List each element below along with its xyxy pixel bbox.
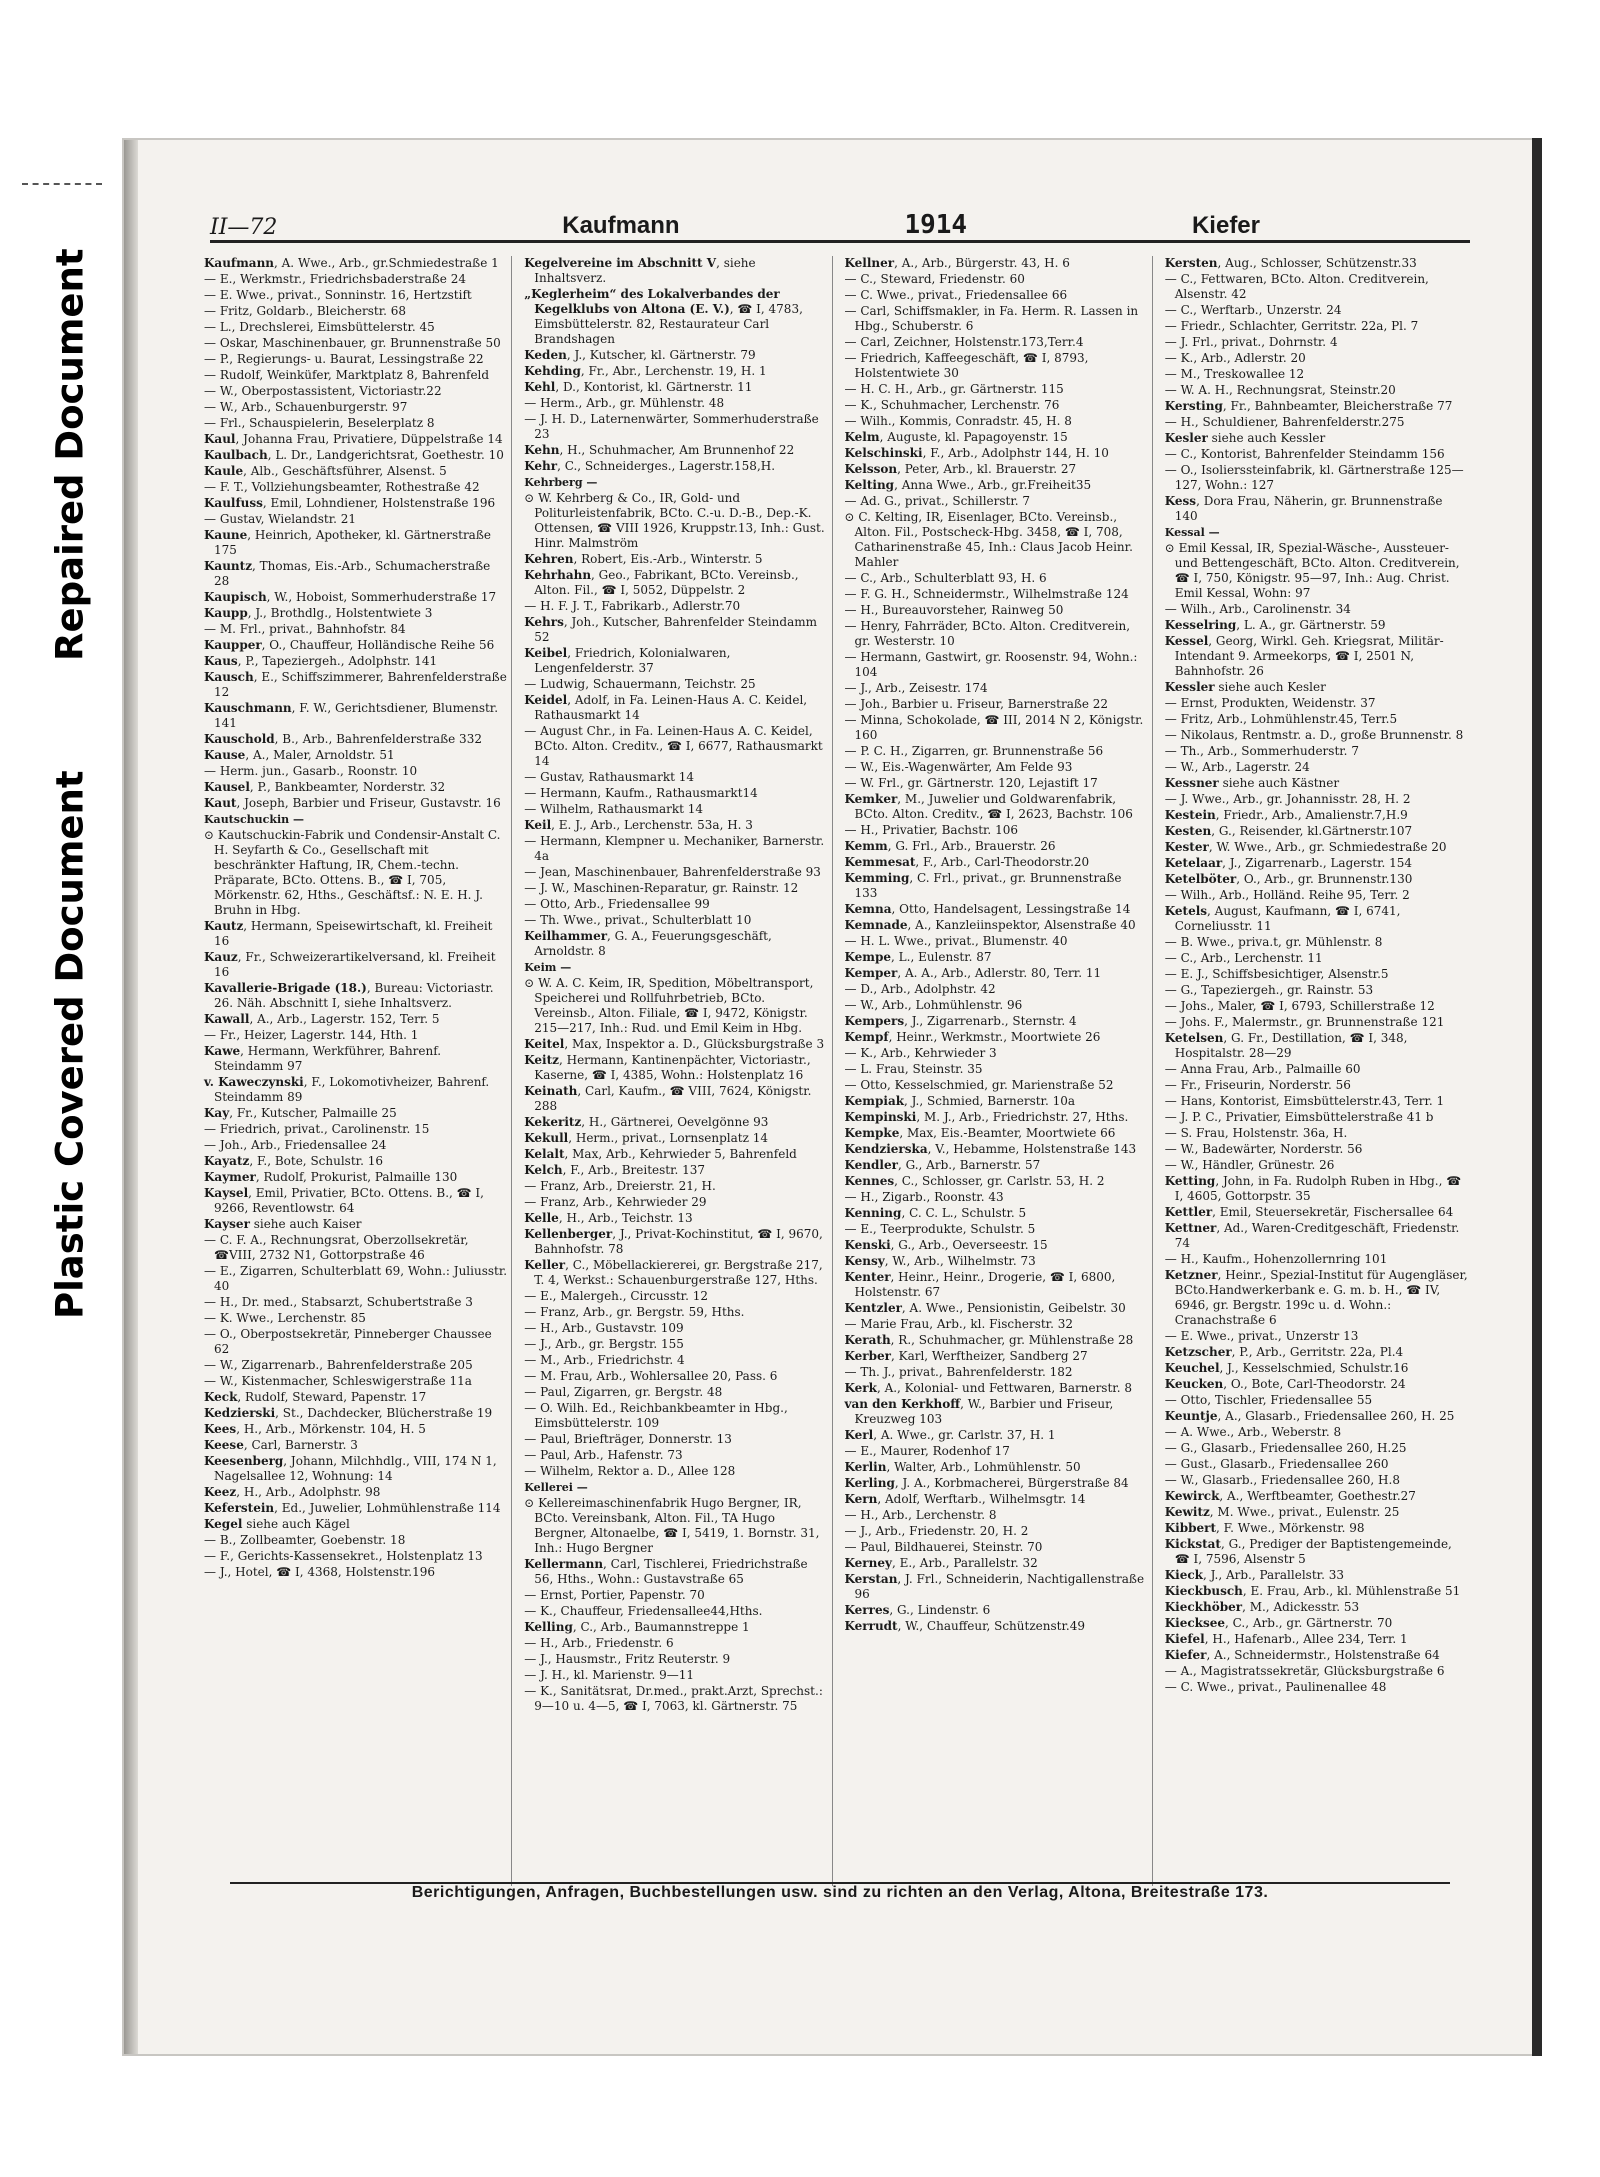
directory-entry: — C. Wwe., privat., Paulinenallee 48 [1164, 1680, 1387, 1694]
directory-entry: — K., Arb., Adlerstr. 20 [1164, 351, 1306, 365]
directory-entry: — H., Kaufm., Hohenzollernring 101 [1164, 1252, 1388, 1266]
directory-entry: Kiefel, H., Hafenarb., Allee 234, Terr. 1 [1164, 1632, 1408, 1646]
directory-entry: Kensy, W., Arb., Wilhelmstr. 73 [844, 1254, 1036, 1268]
directory-entry: — E. Wwe., privat., Unzerstr 13 [1164, 1329, 1359, 1343]
directory-entry: — A., Magistratssekretär, Glücksburgstraße 6 [1164, 1664, 1445, 1678]
directory-entry: v. Kaweczynski, F., Lokomotivheizer, Bahrenf. Steindamm 89 [204, 1075, 490, 1104]
directory-entry: — O. Wilh. Ed., Reichbankbeamter in Hbg., Eimsbüttelerstr. 109 [524, 1401, 788, 1430]
directory-entry: — Marie Frau, Arb., kl. Fischerstr. 32 [844, 1317, 1073, 1331]
directory-entry: Keitz, Hermann, Kantinenpächter, Victoriastr., Kaserne, ☎ I, 4385, Wohn.: Holstenplatz 16 [524, 1053, 811, 1082]
directory-entry: — J. H. D., Laternenwärter, Sommerhuderstraße 23 [524, 412, 819, 441]
directory-entry: — L., Drechslerei, Eimsbüttelerstr. 45 [204, 320, 435, 334]
directory-entry: — Wilh., Arb., Carolinenstr. 34 [1164, 602, 1351, 616]
directory-entry: — E. Wwe., privat., Sonninstr. 16, Hertzstift [204, 288, 472, 302]
directory-entry: Keck, Rudolf, Steward, Papenstr. 17 [204, 1390, 427, 1404]
directory-entry: Kerk, A., Kolonial- und Fettwaren, Barnerstr. 8 [844, 1381, 1132, 1395]
directory-entry: — C., Steward, Friedenstr. 60 [844, 272, 1025, 286]
column-3 [841, 256, 1153, 1886]
directory-entry: — G., Glasarb., Friedensallee 260, H.25 [1164, 1441, 1407, 1455]
directory-entry: — H., Privatier, Bachstr. 106 [844, 823, 1018, 837]
advertisement-entry: ⊙ Kellereimaschinenfabrik Hugo Bergner, IR, BCto. Vereinsbank, Alton. Fil., TA Hugo Bergner, Altonaelbe, ☎ I, 5419, 1. Bornstr. 31, Inh.: Hugo Bergner [524, 1496, 820, 1555]
directory-entry: Keferstein, Ed., Juwelier, Lohmühlenstraße 114 [204, 1501, 501, 1515]
directory-entry: Ketelböter, O., Arb., gr. Brunnenstr.130 [1164, 872, 1413, 886]
header-last-entry: Kiefer [1191, 212, 1260, 239]
directory-entry: — Friedr., Schlachter, Gerritstr. 22a, Pl. 7 [1164, 319, 1419, 333]
directory-entry: Kehrhahn, Geo., Fabrikant, BCto. Vereinsb., Alton. Fil., ☎ I, 5052, Düppelstr. 2 [524, 568, 799, 597]
directory-entry: — C., Arb., Schulterblatt 93, H. 6 [844, 571, 1047, 585]
directory-entry: Ketelsen, G. Fr., Destillation, ☎ I, 348, Hospitalstr. 28—29 [1164, 1031, 1408, 1060]
directory-entry: — Ad. G., privat., Schillerstr. 7 [844, 494, 1031, 508]
directory-entry: — August Chr., in Fa. Leinen-Haus A. C. Keidel, BCto. Alton. Creditv., ☎ I, 6677, Rathausmarkt 14 [524, 724, 823, 768]
directory-entry: — Ludwig, Schauermann, Teichstr. 25 [524, 677, 756, 691]
directory-entry: Kester, W. Wwe., Arb., gr. Schmiedestraße 20 [1164, 840, 1447, 854]
directory-entry: Kelle, H., Arb., Teichstr. 13 [524, 1211, 693, 1225]
directory-entry: — C. Wwe., privat., Friedensallee 66 [844, 288, 1068, 302]
directory-entry: Keese, Carl, Barnerstr. 3 [204, 1438, 358, 1452]
directory-entry: Kempf, Heinr., Werkmstr., Moortwiete 26 [844, 1030, 1101, 1044]
directory-entry: Kemm, G. Frl., Arb., Brauerstr. 26 [844, 839, 1056, 853]
directory-entry: — K., Arb., Kehrwieder 3 [844, 1046, 997, 1060]
directory-entry: — E., Zigarren, Schulterblatt 69, Wohn.: Juliusstr. 40 [204, 1264, 508, 1293]
directory-entry: — J., Arb., Zeisestr. 174 [844, 681, 988, 695]
directory-entry: — W., Händler, Grünestr. 26 [1164, 1158, 1335, 1172]
directory-entry: Kauschmann, F. W., Gerichtsdiener, Blumenstr. 141 [204, 701, 499, 730]
page-footer: Berichtigungen, Anfragen, Buchbestellungen usw. sind zu richten an den Verlag, Altona, Breitestraße 173. [230, 1882, 1450, 1908]
directory-entry: Kelsson, Peter, Arb., kl. Brauerstr. 27 [844, 462, 1077, 476]
advertisement-entry: ⊙ Kautschuckin-Fabrik und Condensir-Anstalt C. H. Seyfarth & Co., Gesellschaft mit beschränkter Haftung, IR, Chem.-techn. Präparate, BCto. Ottens. B., ☎ I, 705, Mörkenstr. 62, Hths., Geschäftsf.: N. E. H. J. Bruhn in Hbg. [204, 828, 501, 917]
column-4 [1161, 256, 1472, 1886]
directory-entry: Kerrudt, W., Chauffeur, Schützenstr.49 [844, 1619, 1085, 1633]
advertisement-entry: ⊙ W. A. C. Keim, IR, Spedition, Möbeltransport, Speicherei und Rollfuhrbetrieb, BCto. Vereinsb., Alton. Filiale, ☎ I, 9472, Königstr. 215—217, Inh.: Rud. und Emil Keim in Hbg. [524, 976, 814, 1035]
directory-entry: Kerath, R., Schuhmacher, gr. Mühlenstraße 28 [844, 1333, 1134, 1347]
directory-entry: — P. C. H., Zigarren, gr. Brunnenstraße 56 [844, 744, 1104, 758]
directory-entry: — C., Werftarb., Unzerstr. 24 [1164, 303, 1342, 317]
directory-entry: Keuntje, A., Glasarb., Friedensallee 260, H. 25 [1164, 1409, 1455, 1423]
directory-entry: — W., Arb., Lagerstr. 24 [1164, 760, 1310, 774]
directory-entry: Ketzscher, P., Arb., Gerritstr. 22a, Pl.4 [1164, 1345, 1404, 1359]
header-year: 1914 [904, 210, 968, 240]
directory-entry: Kerber, Karl, Werftheizer, Sandberg 27 [844, 1349, 1088, 1363]
directory-entry: — E., Maurer, Rodenhof 17 [844, 1444, 1010, 1458]
directory-entry: — J., Hausmstr., Fritz Reuterstr. 9 [524, 1652, 731, 1666]
directory-entry: Kelch, F., Arb., Breitestr. 137 [524, 1163, 706, 1177]
directory-entry: — Franz, Arb., Kehrwieder 29 [524, 1195, 707, 1209]
directory-entry: Kaul, Johanna Frau, Privatiere, Düppelstraße 14 [204, 432, 503, 446]
directory-entry: Kekeritz, H., Gärtnerei, Oevelgönne 93 [524, 1115, 769, 1129]
directory-entry: Kessal — [1164, 526, 1220, 539]
directory-entry: Kehrberg — [524, 476, 598, 489]
directory-entry: — Wilhelm, Rektor a. D., Allee 128 [524, 1464, 736, 1478]
directory-entry: — W. Frl., gr. Gärtnerstr. 120, Lejastift 17 [844, 776, 1098, 790]
directory-entry: Kenski, G., Arb., Oeverseestr. 15 [844, 1238, 1048, 1252]
directory-entry: Kausch, E., Schiffszimmerer, Bahrenfelderstraße 12 [204, 670, 507, 699]
directory-entry: — Franz, Arb., Dreierstr. 21, H. [524, 1179, 716, 1193]
directory-entry: Kauz, Fr., Schweizerartikelversand, kl. Freiheit 16 [204, 950, 496, 979]
directory-entry: Kempers, J., Zigarrenarb., Sternstr. 4 [844, 1014, 1077, 1028]
directory-entry: — Fritz, Goldarb., Bleicherstr. 68 [204, 304, 407, 318]
directory-entry: Kautz, Hermann, Speisewirtschaft, kl. Freiheit 16 [204, 919, 493, 948]
directory-entry: Ketelaar, J., Zigarrenarb., Lagerstr. 154 [1164, 856, 1413, 870]
directory-entry: Kerney, E., Arb., Parallelstr. 32 [844, 1556, 1038, 1570]
directory-entry: Kemnade, A., Kanzleiinspektor, Alsenstraße 40 [844, 918, 1136, 932]
directory-entry: Kawe, Hermann, Werkführer, Bahrenf. Steindamm 97 [204, 1044, 442, 1073]
directory-entry: — E., Teerprodukte, Schulstr. 5 [844, 1222, 1036, 1236]
directory-entry: — Th. J., privat., Bahrenfelderstr. 182 [844, 1365, 1073, 1379]
plastic-covered-document-label: Plastic Covered Document [48, 770, 92, 1320]
directory-entry: — K. Wwe., Lerchenstr. 85 [204, 1311, 366, 1325]
directory-entry: — Franz, Arb., gr. Bergstr. 59, Hths. [524, 1305, 745, 1319]
directory-entry: Keesenberg, Johann, Milchhdlg., VIII, 174 N 1, Nagelsallee 12, Wohnung: 14 [204, 1454, 497, 1483]
directory-entry: Kaulfuss, Emil, Lohndiener, Holstenstraße 196 [204, 496, 496, 510]
directory-entry: — B. Wwe., priva.t, gr. Mühlenstr. 8 [1164, 935, 1383, 949]
directory-entry: — Jean, Maschinenbauer, Bahrenfelderstraße 93 [524, 865, 821, 879]
directory-entry: — M., Arb., Friedrichstr. 4 [524, 1353, 685, 1367]
directory-entry: Kedzierski, St., Dachdecker, Blücherstraße 19 [204, 1406, 493, 1420]
directory-entry: Kerling, J. A., Korbmacherei, Bürgerstraße 84 [844, 1476, 1129, 1490]
directory-entry: — W., Zigarrenarb., Bahrenfelderstraße 205 [204, 1358, 473, 1372]
directory-entry: — W., Oberpostassistent, Victoriastr.22 [204, 384, 442, 398]
directory-entry: Kegelvereine im Abschnitt V, siehe Inhaltsverz. [524, 256, 756, 285]
directory-entry: — W., Badewärter, Norderstr. 56 [1164, 1142, 1363, 1156]
directory-entry: — Th., Arb., Sommerhuderstr. 7 [1164, 744, 1359, 758]
directory-entry: Kenning, C. C. L., Schulstr. 5 [844, 1206, 1027, 1220]
directory-entry: Keitel, Max, Inspektor a. D., Glücksburgstraße 3 [524, 1037, 825, 1051]
directory-entry: — J., Hotel, ☎ I, 4368, Holstenstr.196 [204, 1565, 435, 1579]
directory-entry: — Wilh., Arb., Holländ. Reihe 95, Terr. 2 [1164, 888, 1410, 902]
directory-entry: Kestein, Friedr., Arb., Amalienstr.7,H.9 [1164, 808, 1408, 822]
directory-entry: Kersten, Aug., Schlosser, Schützenstr.33 [1164, 256, 1417, 270]
directory-entry: Kieck, J., Arb., Parallelstr. 33 [1164, 1568, 1344, 1582]
directory-entry: — F. G. H., Schneidermstr., Wilhelmstraße 124 [844, 587, 1129, 601]
directory-entry: — B., Zollbeamter, Goebenstr. 18 [204, 1533, 406, 1547]
directory-entry: — K., Chauffeur, Friedensallee44,Hths. [524, 1604, 763, 1618]
directory-entry: — G., Tapeziergeh., gr. Rainstr. 53 [1164, 983, 1374, 997]
directory-entry: — Gust., Glasarb., Friedensallee 260 [1164, 1457, 1389, 1471]
directory-entry: — J., Arb., gr. Bergstr. 155 [524, 1337, 684, 1351]
directory-entry: — W., Eis.-Wagenwärter, Am Felde 93 [844, 760, 1073, 774]
directory-entry: Kawall, A., Arb., Lagerstr. 152, Terr. 5 [204, 1012, 440, 1026]
directory-entry: Keller, C., Möbellackiererei, gr. Bergstraße 217, T. 4, Werkst.: Schauenburgerstraße 127, Hths. [524, 1258, 823, 1287]
directory-entry: Kessel, Georg, Wirkl. Geh. Kriegsrat, Militär-Intendant 9. Armeekorps, ☎ I, 2501 N, Bahnhofstr. 26 [1164, 634, 1444, 678]
directory-entry: — Rudolf, Weinküfer, Marktplatz 8, Bahrenfeld [204, 368, 490, 382]
directory-entry: Kieckbusch, E. Frau, Arb., kl. Mühlenstraße 51 [1164, 1584, 1461, 1598]
directory-entry: — Paul, Arb., Hafenstr. 73 [524, 1448, 683, 1462]
directory-entry: Kendzierska, V., Hebamme, Holstenstraße 143 [844, 1142, 1137, 1156]
directory-entry: Ketels, August, Kaufmann, ☎ I, 6741, Corneliusstr. 11 [1164, 904, 1401, 933]
directory-entry: — C., Kontorist, Bahrenfelder Steindamm 156 [1164, 447, 1445, 461]
directory-entry: Kemming, C. Frl., privat., gr. Brunnenstraße 133 [844, 871, 1122, 900]
page-number: II—72 [210, 215, 278, 240]
directory-entry: — Herm. jun., Gasarb., Roonstr. 10 [204, 764, 418, 778]
directory-entry: — W. A. H., Rechnungsrat, Steinstr.20 [1164, 383, 1396, 397]
repaired-document-label: Repaired Document [48, 248, 92, 662]
directory-entry: — Anna Frau, Arb., Palmaille 60 [1164, 1062, 1361, 1076]
directory-entry: — J. P. C., Privatier, Eimsbüttelerstraße 41 b [1164, 1110, 1434, 1124]
directory-entry: — C., Fettwaren, BCto. Alton. Creditverein, Alsenstr. 42 [1164, 272, 1429, 301]
directory-entry: Kaune, Heinrich, Apotheker, kl. Gärtnerstraße 175 [204, 528, 491, 557]
directory-entry: Kaufmann, A. Wwe., Arb., gr.Schmiedestraße 1 [204, 256, 499, 270]
directory-entry: — P., Regierungs- u. Baurat, Lessingstraße 22 [204, 352, 484, 366]
directory-entry: — M. Frl., privat., Bahnhofstr. 84 [204, 622, 406, 636]
directory-entry: — Carl, Schiffsmakler, in Fa. Herm. R. Lassen in Hbg., Schuberstr. 6 [844, 304, 1139, 333]
column-2 [520, 256, 832, 1886]
directory-entry: Kaysel, Emil, Privatier, BCto. Ottens. B., ☎ I, 9266, Reventlowstr. 64 [204, 1186, 484, 1215]
directory-entry: — M., Treskowallee 12 [1164, 367, 1305, 381]
directory-entry: Kemker, M., Juwelier und Goldwarenfabrik, BCto. Alton. Creditv., ☎ I, 2623, Bachstr. 106 [844, 792, 1133, 821]
directory-entry: — Gustav, Wielandstr. 21 [204, 512, 357, 526]
directory-entry: — Hans, Kontorist, Eimsbüttelerstr.43, Terr. 1 [1164, 1094, 1445, 1108]
directory-entry: van den Kerkhoff, W., Barbier und Friseur, Kreuzweg 103 [844, 1397, 1114, 1426]
directory-entry: — W., Glasarb., Friedensallee 260, H.8 [1164, 1473, 1400, 1487]
directory-entry: Kickstat, G., Prediger der Baptistengemeinde, ☎ I, 7596, Alsenstr 5 [1164, 1537, 1452, 1566]
directory-entry: — F., Gerichts-Kassensekret., Holstenplatz 13 [204, 1549, 483, 1563]
directory-entry: — Minna, Schokolade, ☎ III, 2014 N 2, Königstr. 160 [844, 713, 1144, 742]
directory-entry: Kehrs, Joh., Kutscher, Bahrenfelder Steindamm 52 [524, 615, 817, 644]
directory-entry: Kautschuckin — [204, 813, 304, 826]
directory-entry: Kaulbach, L. Dr., Landgerichtsrat, Goethestr. 10 [204, 448, 504, 462]
directory-entry: — Ernst, Produkten, Weidenstr. 37 [1164, 696, 1376, 710]
directory-entry: — Nikolaus, Rentmstr. a. D., große Brunnenstr. 8 [1164, 728, 1464, 742]
directory-entry: Keuchel, J., Kesselschmied, Schulstr.16 [1164, 1361, 1409, 1375]
directory-entry: Kess, Dora Frau, Näherin, gr. Brunnenstraße 140 [1164, 494, 1443, 523]
directory-entry: Kaupper, O., Chauffeur, Holländische Reihe 56 [204, 638, 495, 652]
directory-entry: Kempinski, M. J., Arb., Friedrichstr. 27, Hths. [844, 1110, 1129, 1124]
directory-entry: — J., Arb., Friedenstr. 20, H. 2 [844, 1524, 1029, 1538]
directory-entry: Keden, J., Kutscher, kl. Gärtnerstr. 79 [524, 348, 756, 362]
directory-entry: — Otto, Kesselschmied, gr. Marienstraße 52 [844, 1078, 1114, 1092]
directory-entry: Kayser siehe auch Kaiser [204, 1217, 362, 1231]
directory-entry: — H., Arb., Gustavstr. 109 [524, 1321, 684, 1335]
directory-entry: Kentzler, A. Wwe., Pensionistin, Geibelstr. 30 [844, 1301, 1126, 1315]
directory-entry: Kesselring, L. A., gr. Gärtnerstr. 59 [1164, 618, 1386, 632]
directory-entry: Kerl, A. Wwe., gr. Carlstr. 37, H. 1 [844, 1428, 1056, 1442]
directory-entry: Keil, E. J., Arb., Lerchenstr. 53a, H. 3 [524, 818, 753, 832]
directory-entry: Kavallerie-Brigade (18.), Bureau: Victoriastr. 26. Näh. Abschnitt I, siehe Inhaltsverz. [204, 981, 494, 1010]
directory-entry: — H., Dr. med., Stabsarzt, Schubertstraße 3 [204, 1295, 473, 1309]
directory-entry: Kekull, Herm., privat., Lornsenplatz 14 [524, 1131, 768, 1145]
directory-entry: — Wilh., Kommis, Conradstr. 45, H. 8 [844, 414, 1072, 428]
directory-entry: — D., Arb., Adolphstr. 42 [844, 982, 996, 996]
directory-entry: Kegel siehe auch Kägel [204, 1517, 350, 1531]
directory-entry: Kause, A., Maler, Arnoldstr. 51 [204, 748, 395, 762]
directory-entry: — H., Zigarb., Roonstr. 43 [844, 1190, 1004, 1204]
directory-entry: Kempke, Max, Eis.-Beamter, Moortwiete 66 [844, 1126, 1116, 1140]
directory-entry: Kemper, A. A., Arb., Adlerstr. 80, Terr. 11 [844, 966, 1102, 980]
directory-entry: — H., Bureauvorsteher, Rainweg 50 [844, 603, 1064, 617]
directory-entry: — Ernst, Portier, Papenstr. 70 [524, 1588, 705, 1602]
directory-entry: Kelling, C., Arb., Baumannstreppe 1 [524, 1620, 750, 1634]
directory-entry: — W., Arb., Lohmühlenstr. 96 [844, 998, 1023, 1012]
directory-entry: — Fr., Friseurin, Norderstr. 56 [1164, 1078, 1351, 1092]
directory-entry: — E., Werkmstr., Friedrichsbaderstraße 24 [204, 272, 466, 286]
directory-entry: — Otto, Tischler, Friedensallee 55 [1164, 1393, 1373, 1407]
directory-entry: Kerlin, Walter, Arb., Lohmühlenstr. 50 [844, 1460, 1081, 1474]
directory-entry: — F. T., Vollziehungsbeamter, Rothestraße 42 [204, 480, 480, 494]
directory-entry: — L. Frau, Steinstr. 35 [844, 1062, 983, 1076]
directory-entry: Kewitz, M. Wwe., privat., Eulenstr. 25 [1164, 1505, 1400, 1519]
directory-entry: Kellermann, Carl, Tischlerei, Friedrichstraße 56, Hths., Wohn.: Gustavstraße 65 [524, 1557, 808, 1586]
directory-entry: — J. Frl., privat., Dohrnstr. 4 [1164, 335, 1338, 349]
directory-entry: Kaupisch, W., Hoboist, Sommerhuderstraße 17 [204, 590, 497, 604]
directory-entry: Kerres, G., Lindenstr. 6 [844, 1603, 991, 1617]
directory-entry: Kemmesat, F., Arb., Carl-Theodorstr.20 [844, 855, 1090, 869]
directory-entry: — A. Wwe., Arb., Weberstr. 8 [1164, 1425, 1342, 1439]
directory-entry: Kersting, Fr., Bahnbeamter, Bleicherstraße 77 [1164, 399, 1453, 413]
directory-entry: — H., Arb., Friedenstr. 6 [524, 1636, 674, 1650]
directory-entry: — Herm., Arb., gr. Mühlenstr. 48 [524, 396, 725, 410]
directory-entry: — J. Wwe., Arb., gr. Johannisstr. 28, H. 2 [1164, 792, 1411, 806]
directory-entry: Kees, H., Arb., Mörkenstr. 104, H. 5 [204, 1422, 426, 1436]
directory-entry: — Fritz, Arb., Lohmühlenstr.45, Terr.5 [1164, 712, 1398, 726]
directory-entry: Kendler, G., Arb., Barnerstr. 57 [844, 1158, 1041, 1172]
directory-entry: — Johs., Maler, ☎ I, 6793, Schillerstraße 12 [1164, 999, 1435, 1013]
directory-entry: Kauntz, Thomas, Eis.-Arb., Schumacherstraße 28 [204, 559, 491, 588]
directory-entry: — Hermann, Kaufm., Rathausmarkt14 [524, 786, 758, 800]
directory-entry: Kehren, Robert, Eis.-Arb., Winterstr. 5 [524, 552, 763, 566]
directory-entry: Kausel, P., Bankbeamter, Norderstr. 32 [204, 780, 446, 794]
directory-entry: — Oskar, Maschinenbauer, gr. Brunnenstraße 50 [204, 336, 501, 350]
directory-entry: Kelm, Auguste, kl. Papagoyenstr. 15 [844, 430, 1068, 444]
directory-entry: — Friedrich, Kaffeegeschäft, ☎ I, 8793, Holstentwiete 30 [844, 351, 1089, 380]
directory-entry: Kiecksee, C., Arb., gr. Gärtnerstr. 70 [1164, 1616, 1393, 1630]
directory-entry: Kehr, C., Schneiderges., Lagerstr.158,H. [524, 459, 776, 473]
directory-entry: Kaymer, Rudolf, Prokurist, Palmaille 130 [204, 1170, 458, 1184]
side-labels [30, 190, 110, 1330]
directory-entry: Kiefer, A., Schneidermstr., Holstenstraße 64 [1164, 1648, 1440, 1662]
directory-entry: — Paul, Briefträger, Donnerstr. 13 [524, 1432, 732, 1446]
directory-entry: — Johs. F., Malermstr., gr. Brunnenstraße 121 [1164, 1015, 1445, 1029]
directory-entry: Kettler, Emil, Steuersekretär, Fischersallee 64 [1164, 1205, 1454, 1219]
directory-entry: — Henry, Fahrräder, BCto. Alton. Creditverein, gr. Westerstr. 10 [844, 619, 1131, 648]
directory-entry: — Frl., Schauspielerin, Beselerplatz 8 [204, 416, 435, 430]
directory-entry: Keibel, Friedrich, Kolonialwaren, Lengenfelderstr. 37 [524, 646, 731, 675]
directory-entry: Kewirck, A., Werftbeamter, Goethestr.27 [1164, 1489, 1416, 1503]
directory-entry: — H. F. J. T., Fabrikarb., Adlerstr.70 [524, 599, 741, 613]
directory-entry: — W., Arb., Schauenburgerstr. 97 [204, 400, 408, 414]
directory-entry: Kempe, L., Eulenstr. 87 [844, 950, 992, 964]
directory-entry: Keucken, O., Bote, Carl-Theodorstr. 24 [1164, 1377, 1406, 1391]
directory-entry: — K., Schuhmacher, Lerchenstr. 76 [844, 398, 1060, 412]
directory-entry: Kaule, Alb., Geschäftsführer, Alsenst. 5 [204, 464, 447, 478]
directory-entry: — Joh., Barbier u. Friseur, Barnerstraße 22 [844, 697, 1109, 711]
directory-entry: Kenter, Heinr., Heinr., Drogerie, ☎ I, 6800, Holstenstr. 67 [844, 1270, 1116, 1299]
directory-entry: — Carl, Zeichner, Holstenstr.173,Terr.4 [844, 335, 1084, 349]
directory-entry: Keidel, Adolf, in Fa. Leinen-Haus A. C. Keidel, Rathausmarkt 14 [524, 693, 808, 722]
directory-entry: — H., Arb., Lerchenstr. 8 [844, 1508, 997, 1522]
directory-entry: — Paul, Bildhauerei, Steinstr. 70 [844, 1540, 1043, 1554]
directory-entry: Keinath, Carl, Kaufm., ☎ VIII, 7624, Königstr. 288 [524, 1084, 812, 1113]
directory-entry: — Hermann, Gastwirt, gr. Roosenstr. 94, Wohn.: 104 [844, 650, 1138, 679]
directory-entry: — H., Schuldiener, Bahrenfelderstr.275 [1164, 415, 1405, 429]
directory-entry: — H. L. Wwe., privat., Blumenstr. 40 [844, 934, 1068, 948]
directory-entry: Keilhammer, G. A., Feuerungsgeschäft, Arnoldstr. 8 [524, 929, 772, 958]
directory-entry: — Friedrich, privat., Carolinenstr. 15 [204, 1122, 430, 1136]
page-header [210, 206, 1470, 243]
directory-entry: Kaut, Joseph, Barbier und Friseur, Gustavstr. 16 [204, 796, 501, 810]
directory-entry: „Keglerheim“ des Lokalverbandes der Kegelklubs von Altona (E. V.), ☎ I, 4783, Eimsbüttelerstr. 82, Restaurateur Carl Brandshagen [524, 287, 803, 346]
directory-entry: Kerstan, J. Frl., Schneiderin, Nachtigallenstraße 96 [844, 1572, 1145, 1601]
directory-entry: — J. H., kl. Marienstr. 9—11 [524, 1668, 694, 1682]
directory-entry: Kemna, Otto, Handelsagent, Lessingstraße 14 [844, 902, 1131, 916]
directory-entry: Kesler siehe auch Kessler [1164, 431, 1326, 445]
directory-entry: Kelting, Anna Wwe., Arb., gr.Freiheit35 [844, 478, 1092, 492]
directory-entry: — S. Frau, Holstenstr. 36a, H. [1164, 1126, 1348, 1140]
directory-entry: Kehn, H., Schuhmacher, Am Brunnenhof 22 [524, 443, 795, 457]
directory-entry: — Th. Wwe., privat., Schulterblatt 10 [524, 913, 752, 927]
directory-entry: Kellenberger, J., Privat-Kochinstitut, ☎ I, 9670, Bahnhofstr. 78 [524, 1227, 823, 1256]
directory-entry: — E. J., Schiffsbesichtiger, Alsenstr.5 [1164, 967, 1389, 981]
directory-entry: Ketting, John, in Fa. Rudolph Ruben in Hbg., ☎ I, 4605, Gottorpstr. 35 [1164, 1174, 1462, 1203]
directory-entry: — C., Arb., Lerchenstr. 11 [1164, 951, 1323, 965]
directory-entry: — Joh., Arb., Friedensallee 24 [204, 1138, 387, 1152]
directory-entry: Kehding, Fr., Abr., Lerchenstr. 19, H. 1 [524, 364, 767, 378]
column-1 [200, 256, 512, 1886]
directory-entry: Keim — [524, 961, 572, 974]
advertisement-entry: ⊙ W. Kehrberg & Co., IR, Gold- und Politurleistenfabrik, BCto. C.-u. D.-B., Dep.-K. Ottensen, ☎ VIII 1926, Kruppstr.13, Inh.: Gust. Hinr. Malmström [524, 491, 825, 550]
directory-entry: Kesten, G., Reisender, kl.Gärtnerstr.107 [1164, 824, 1413, 838]
directory-entry: — M. Frau, Arb., Wohlersallee 20, Pass. 6 [524, 1369, 778, 1383]
directory-entry: — W., Kistenmacher, Schleswigerstraße 11a [204, 1374, 472, 1388]
directory-entry: Kennes, C., Schlosser, gr. Carlstr. 53, H. 2 [844, 1174, 1105, 1188]
directory-entry: — O., Oberpostsekretär, Pinneberger Chaussee 62 [204, 1327, 492, 1356]
directory-entry: Kehl, D., Kontorist, kl. Gärtnerstr. 11 [524, 380, 753, 394]
directory-entry: Kayatz, F., Bote, Schulstr. 16 [204, 1154, 383, 1168]
directory-entry: — C. F. A., Rechnungsrat, Oberzollsekretär, ☎VIII, 2732 N1, Gottorpstraße 46 [204, 1233, 469, 1262]
directory-entry: — E., Malergeh., Circusstr. 12 [524, 1289, 708, 1303]
directory-entry: Kettner, Ad., Waren-Creditgeschäft, Friedenstr. 74 [1164, 1221, 1460, 1250]
directory-entry: Kieckhöber, M., Adickesstr. 53 [1164, 1600, 1360, 1614]
directory-entry: Kessner siehe auch Kästner [1164, 776, 1340, 790]
directory-entry: Kelschinski, F., Arb., Adolphstr 144, H. 10 [844, 446, 1109, 460]
directory-entry: Kelalt, Max, Arb., Kehrwieder 5, Bahrenfeld [524, 1147, 797, 1161]
advertisement-entry: ⊙ C. Kelting, IR, Eisenlager, BCto. Vereinsb., Alton. Fil., Postscheck-Hbg. 3458, ☎ I, 708, Catharinenstraße 45, Inh.: Claus Jacob Heinr. Mahler [844, 510, 1133, 569]
directory-entry: Kaus, P., Tapeziergeh., Adolphstr. 141 [204, 654, 438, 668]
directory-entry: Kellner, A., Arb., Bürgerstr. 43, H. 6 [844, 256, 1070, 270]
directory-entry: Kauschold, B., Arb., Bahrenfelderstraße 332 [204, 732, 482, 746]
directory-entry: — O., Isolierssteinfabrik, kl. Gärtnerstraße 125—127, Wohn.: 127 [1164, 463, 1464, 492]
directory-entry: Kessler siehe auch Kesler [1164, 680, 1326, 694]
directory-entry: Kaupp, J., Brothdlg., Holstentwiete 3 [204, 606, 433, 620]
directory-entry: Kern, Adolf, Werftarb., Wilhelmsgtr. 14 [844, 1492, 1086, 1506]
directory-entry: Kay, Fr., Kutscher, Palmaille 25 [204, 1106, 397, 1120]
directory-entry: Kempiak, J., Schmied, Barnerstr. 10a [844, 1094, 1076, 1108]
header-first-entry: Kaufmann [562, 212, 680, 239]
directory-entry: — H. C. H., Arb., gr. Gärtnerstr. 115 [844, 382, 1064, 396]
advertisement-entry: ⊙ Emil Kessal, IR, Spezial-Wäsche-, Aussteuer- und Bettengeschäft, BCto. Alton. Creditverein, ☎ I, 750, Königstr. 95—97, Inh.: Aug. Christ. Emil Kessal, Wohn: 97 [1164, 541, 1460, 600]
directory-entry: — Fr., Heizer, Lagerstr. 144, Hth. 1 [204, 1028, 419, 1042]
directory-entry: Ketzner, Heinr., Spezial-Institut für Augengläser, BCto.Handwerkerbank e. G. m. b. H., ☎ IV, 6946, gr. Bergstr. 199c u. d. Wohn.: Cranachstraße 6 [1164, 1268, 1468, 1327]
directory-entry: — Gustav, Rathausmarkt 14 [524, 770, 695, 784]
directory-columns [200, 256, 1472, 1886]
directory-entry: — K., Sanitätsrat, Dr.med., prakt.Arzt, Sprechst.: 9—10 u. 4—5, ☎ I, 7063, kl. Gärtnerstr. 75 [524, 1684, 823, 1713]
directory-entry: — Wilhelm, Rathausmarkt 14 [524, 802, 704, 816]
directory-entry: — Hermann, Klempner u. Mechaniker, Barnerstr. 4a [524, 834, 825, 863]
directory-entry: Kibbert, F. Wwe., Mörkenstr. 98 [1164, 1521, 1365, 1535]
directory-entry: — J. W., Maschinen-Reparatur, gr. Rainstr. 12 [524, 881, 799, 895]
directory-entry: Kellerei — [524, 1481, 588, 1494]
directory-entry: — Otto, Arb., Friedensallee 99 [524, 897, 710, 911]
directory-entry: Keez, H., Arb., Adolphstr. 98 [204, 1485, 381, 1499]
directory-entry: — Paul, Zigarren, gr. Bergstr. 48 [524, 1385, 723, 1399]
